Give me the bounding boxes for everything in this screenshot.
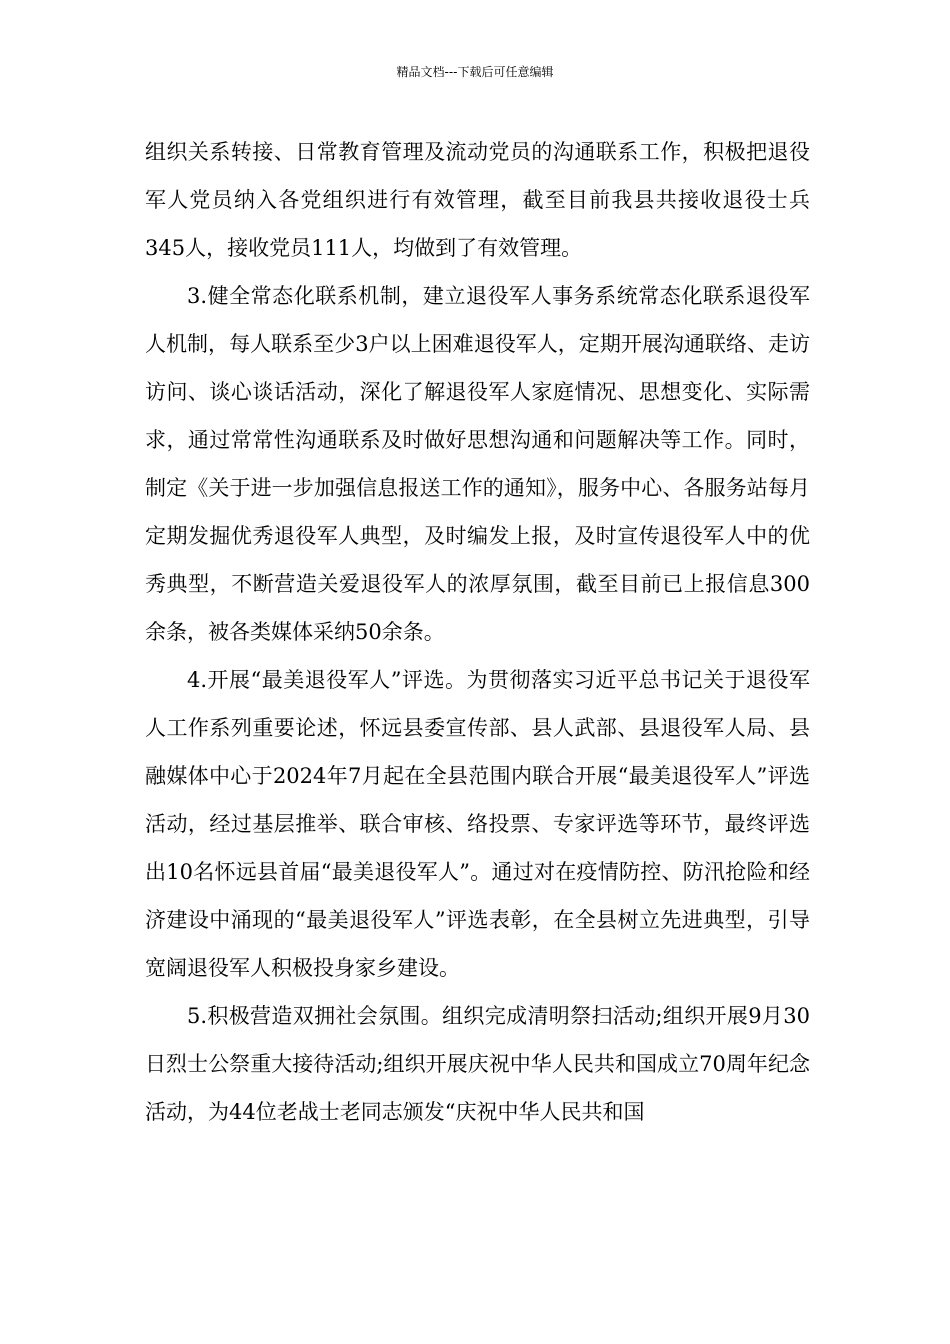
paragraph-4: 5.积极营造双拥社会氛围。组织完成清明祭扫活动;组织开展9月30日烈士公祭重大接待活动;组织开展庆祝中华人民共和国成立70周年纪念活动，为44位老战士老同志颁发“庆祝中华人民共和国: [145, 1004, 810, 1124]
paragraph-2: 3.健全常态化联系机制，建立退役军人事务系统常态化联系退役军人机制，每人联系至少3户以上困难退役军人，定期开展沟通联络、走访访问、谈心谈话活动，深化了解退役军人家庭情况、思想变化、实际需求，通过常常性沟通联系及时做好思想沟通和问题解决等工作。同时，制定《关于进一步加强信息报送工作的通知》，服务中心、各服务站每月定期发掘优秀退役军人典型，及时编发上报，及时宣传退役军人中的优秀典型，不断营造关爱退役军人的浓厚氛围，截至目前已上报信息300余条，被各类媒体采纳50余条。: [145, 284, 810, 644]
page-header: 精品文档---下载后可任意编辑: [396, 65, 554, 79]
document-body: [145, 128, 810, 1136]
paragraph-3: 4.开展“最美退役军人”评选。为贯彻落实习近平总书记关于退役军人工作系列重要论述，怀远县委宣传部、县人武部、县退役军人局、县融媒体中心于2024年7月起在全县范围内联合开展“最美退役军人”评选活动，经过基层推举、联合审核、络投票、专家评选等环节，最终评选出10名怀远县首届“最美退役军人”。通过对在疫情防控、防汛抢险和经济建设中涌现的“最美退役军人”评选表彰，在全县树立先进典型，引导宽阔退役军人积极投身家乡建设。: [145, 668, 810, 980]
paragraph-1: 组织关系转接、日常教育管理及流动党员的沟通联系工作，积极把退役军人党员纳入各党组织进行有效管理，截至目前我县共接收退役士兵345人，接收党员111人，均做到了有效管理。: [145, 140, 810, 260]
